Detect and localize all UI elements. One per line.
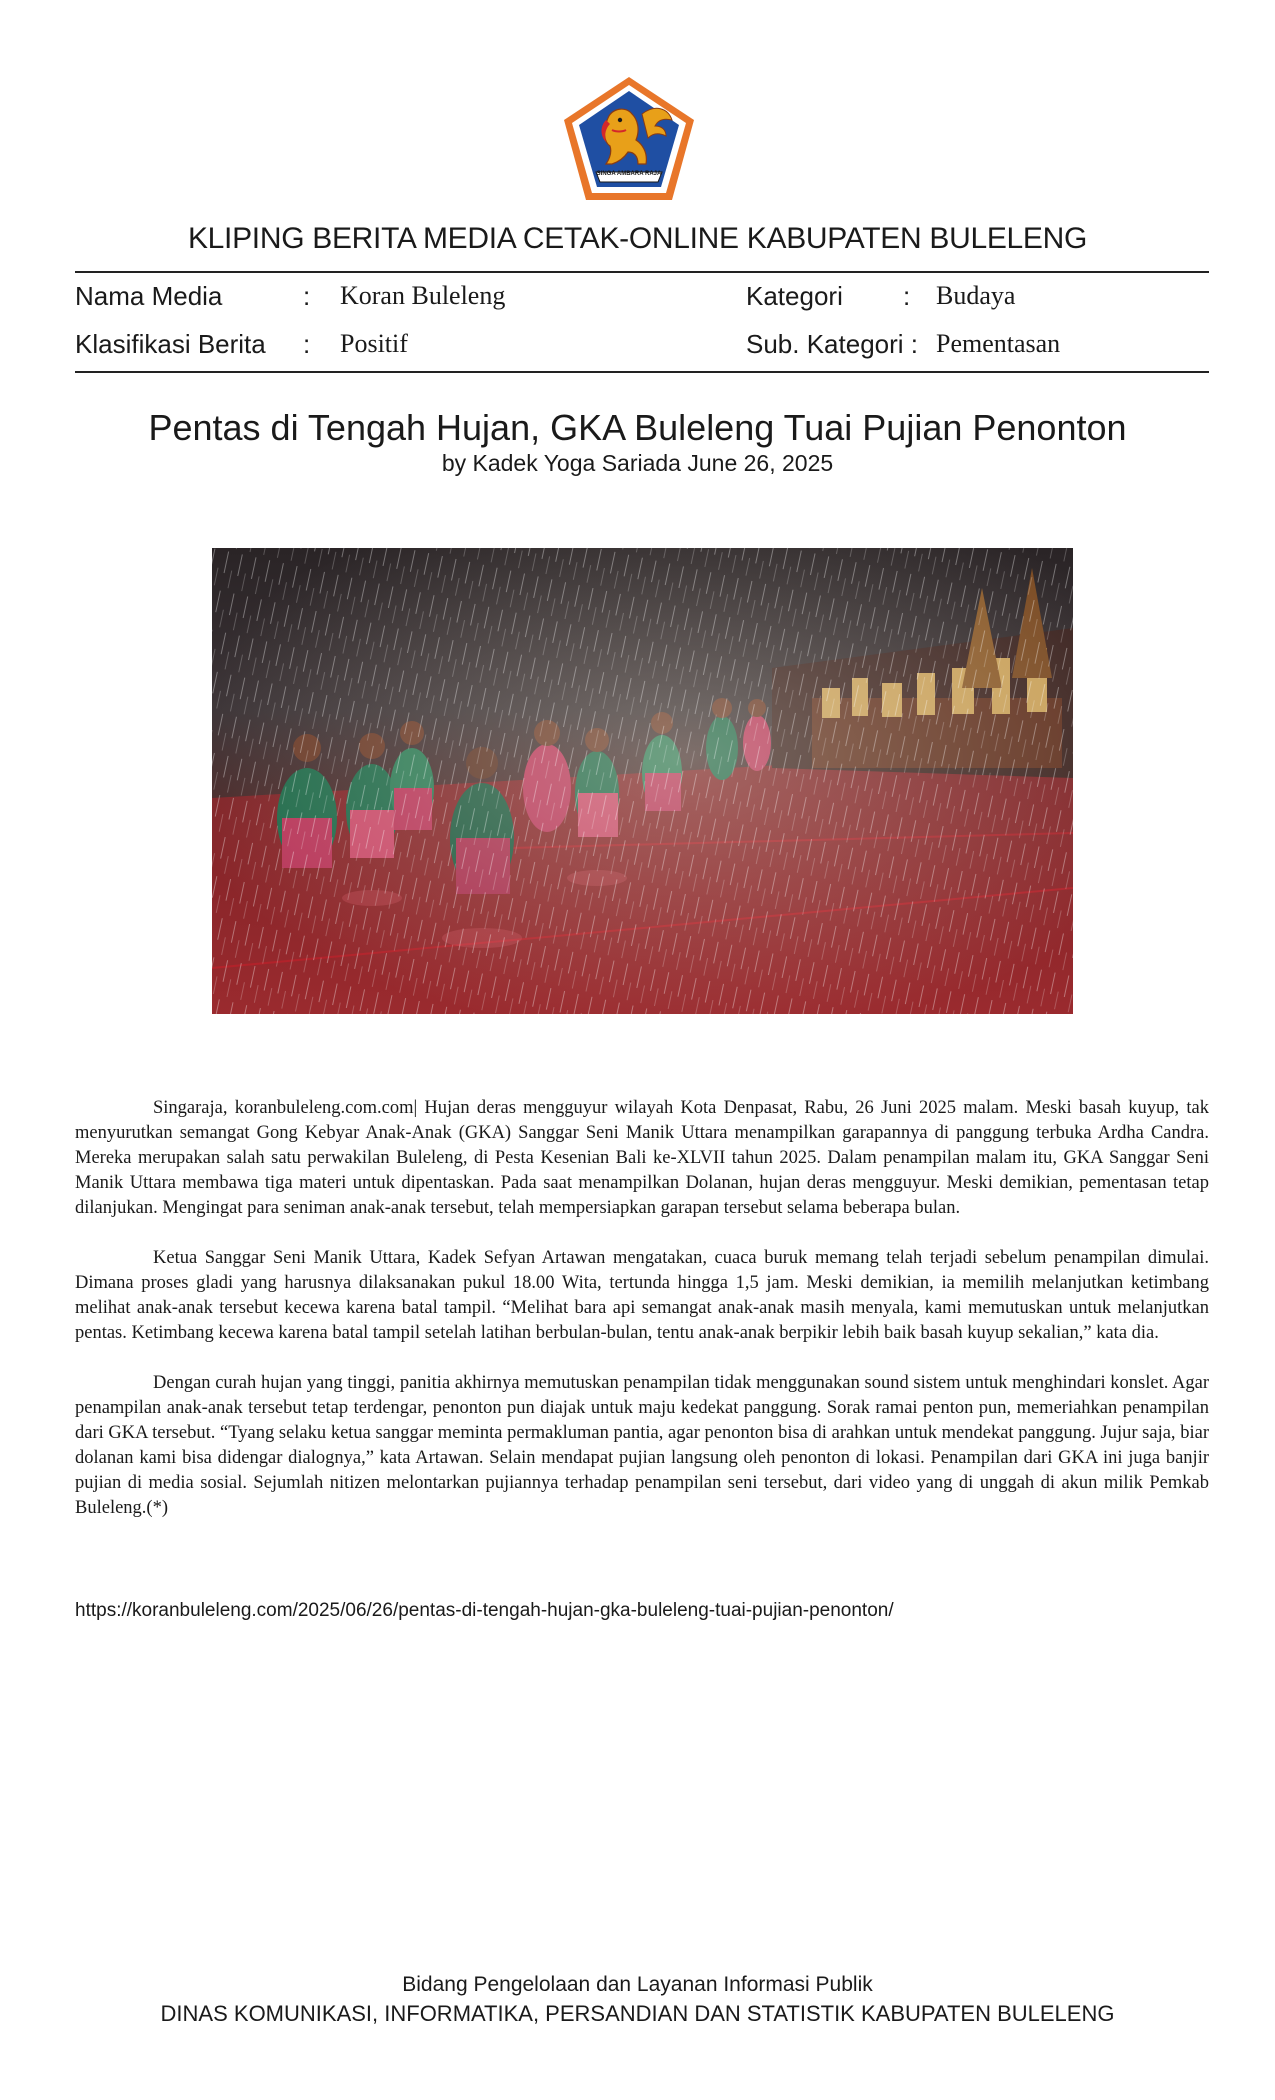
meta-colon: : <box>903 281 911 311</box>
lion-emblem-icon <box>560 74 698 204</box>
footer-department: Bidang Pengelolaan dan Layanan Informasi Publik <box>402 1973 873 1996</box>
article-byline: by Kadek Yoga Sariada June 26, 2025 <box>441 450 834 476</box>
meta-colon: : <box>303 281 311 311</box>
meta-nama-media-label: Nama Media <box>75 281 223 311</box>
meta-klasifikasi-label: Klasifikasi Berita <box>75 329 266 359</box>
meta-klasifikasi-value: Positif <box>340 329 408 358</box>
article-paragraph-1: Singaraja, koranbuleleng.com.com| Hujan deras mengguyur wilayah Kota Denpasat, Rabu, 26 Juni 2025 malam. Meski basah kuyup, tak menyurutkan semangat Gong Kebyar Anak-Anak (GKA) Sanggar Seni Manik Uttara menampilkan garapannya di panggung terbuka Ardha Candra. Mereka merupakan salah satu perwakilan Buleleng, di Pesta Kesenian Bali ke-XLVII tahun 2025. Dalam penampilan malam itu, GKA Sanggar Seni Manik Uttara membawa tiga materi untuk dipentaskan. Pada saat menampilkan Dolanan, hujan deras mengguyur. Meski demikian, pementasan tetap dilanjukan. Mengingat para seniman anak-anak tersebut, telah mempersiapkan garapan tersebut selama beberapa bulan. <box>75 1098 1209 1218</box>
buleleng-logo <box>560 74 698 204</box>
meta-kategori-label: Kategori <box>746 281 843 311</box>
meta-nama-media-value: Koran Buleleng <box>340 281 506 310</box>
article-paragraph-2: Ketua Sanggar Seni Manik Uttara, Kadek Sefyan Artawan mengatakan, cuaca buruk memang telah terjadi sebelum penampilan dimulai. Dimana proses gladi yang harusnya dilaksanakan pukul 18.00 Wita, tertunda hingga 1,5 jam. Meski demikian, ia memilih melanjutkan ketimbang melihat anak-anak tersebut kecewa karena batal tampil. “Melihat bara api semangat anak-anak masih menyala, kami memutuskan untuk melanjutkan pentas. Ketimbang kecewa karena batal tampil setelah latihan berbulan-bulan, tentu anak-anak berpikir lebih baik basah kuyup sekalian,” kata dia. <box>75 1248 1209 1343</box>
article-paragraph-3: Dengan curah hujan yang tinggi, panitia akhirnya memutuskan penampilan tidak menggunakan sound sistem untuk menghindari konslet. Agar penampilan anak-anak tersebut tetap terdengar, penonton pun diajak untuk maju kedekat panggung. Sorak ramai penton pun, memeriahkan penampilan dari GKA tersebut. “Tyang selaku ketua sanggar meminta permakluman pantia, agar penonton bisa di arahkan untuk mendekat panggung. Jujur saja, biar dolanan kami bisa didengar dialognya,” kata Artawan. Selain mendapat pujian langsung oleh penonton di lokasi. Penampilan dari GKA ini juga banjir pujian di media sosial. Sejumlah nitizen melontarkan pujiannya terhadap penampilan seni tersebut, dari video yang di unggah di akun milik Pemkab Buleleng.(*) <box>75 1373 1209 1518</box>
meta-sub-kategori-value: Pementasan <box>936 329 1061 358</box>
article-body <box>75 1096 1209 1546</box>
meta-colon: : <box>303 329 311 359</box>
footer-agency: DINAS KOMUNIKASI, INFORMATIKA, PERSANDIAN DAN STATISTIK KABUPATEN BULELENG <box>160 2001 1115 2026</box>
article-headline: Pentas di Tengah Hujan, GKA Buleleng Tuai Pujian Penonton <box>148 407 1127 448</box>
document-title: KLIPING BERITA MEDIA CETAK-ONLINE KABUPATEN BULELENG <box>187 222 1088 255</box>
meta-sub-kategori-label: Sub. Kategori : <box>746 329 918 359</box>
logo-ribbon-text: SINGA AMBARA RAJA <box>596 171 662 177</box>
header-divider-bottom <box>75 371 1209 373</box>
article-source-url: https://koranbuleleng.com/2025/06/26/pentas-di-tengah-hujan-gka-buleleng-tuai-pujian-penonton/ <box>75 1600 894 1621</box>
meta-kategori-value: Budaya <box>936 281 1016 310</box>
article-photo <box>212 548 1073 1014</box>
header-divider-top <box>75 271 1209 273</box>
